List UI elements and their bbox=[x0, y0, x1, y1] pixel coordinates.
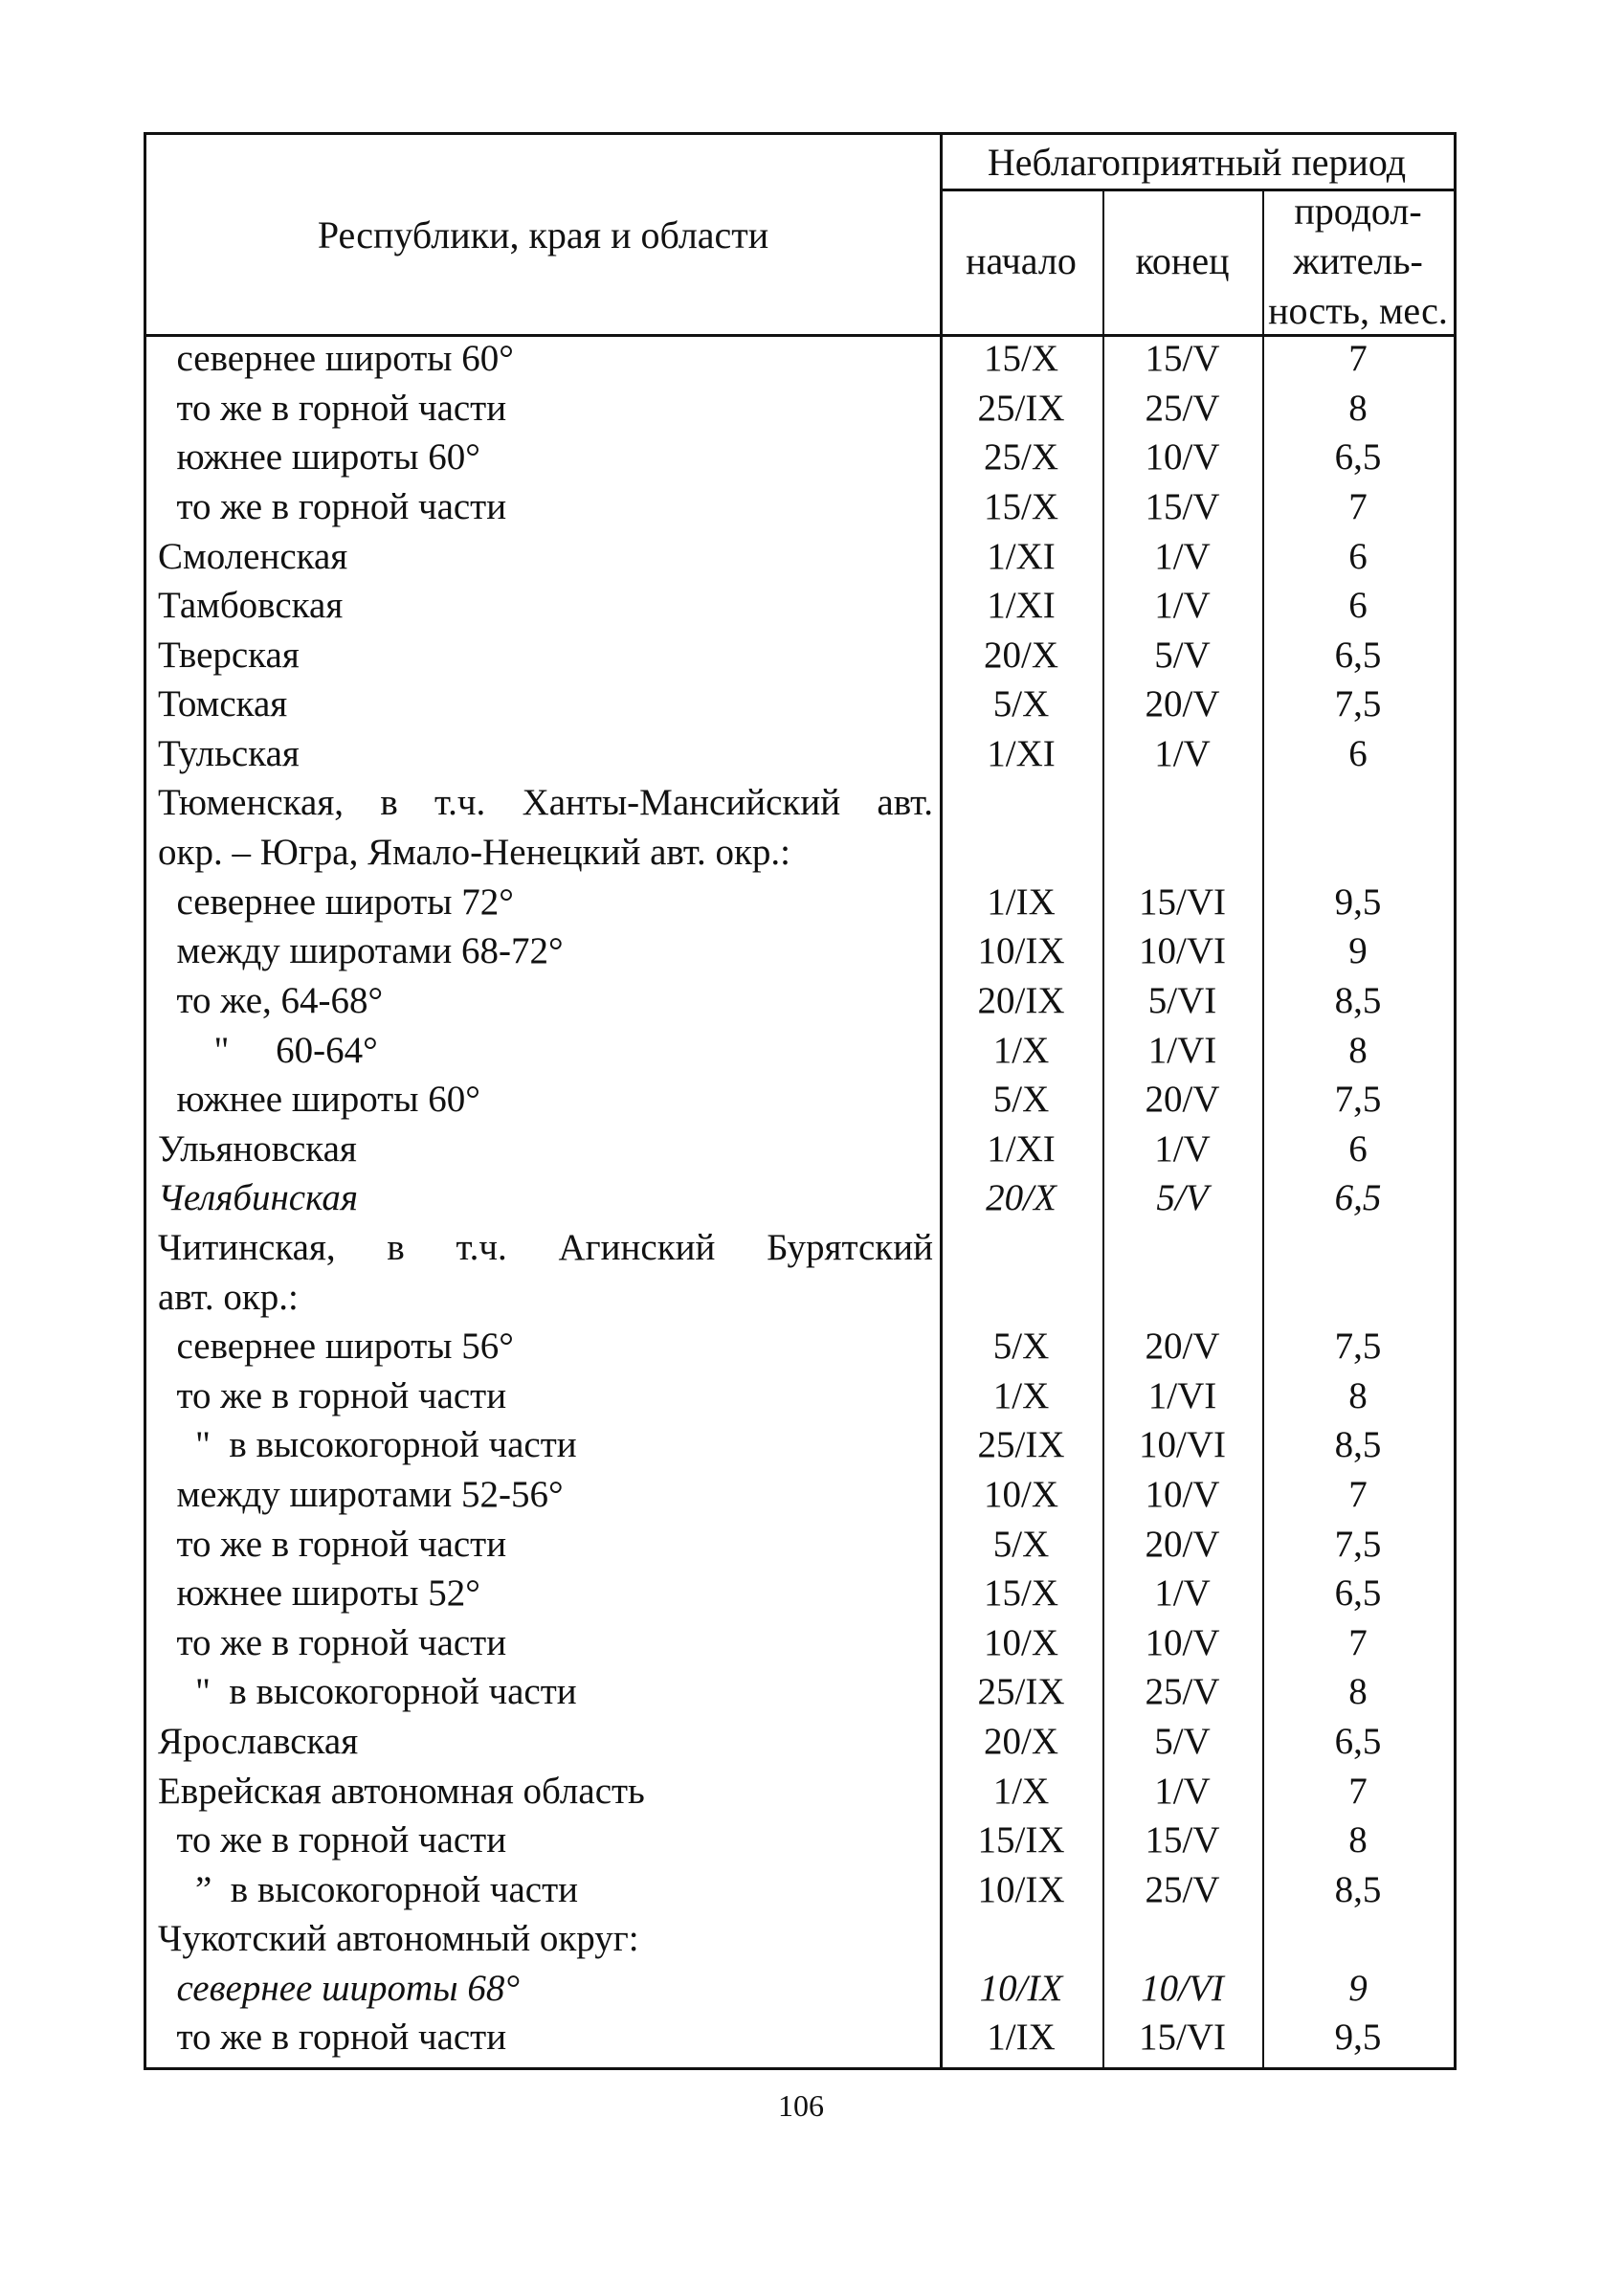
table-row bbox=[146, 778, 1454, 828]
end-date-cell: 15/V bbox=[1145, 338, 1220, 380]
column-divider bbox=[940, 135, 943, 334]
table-row bbox=[146, 1125, 1454, 1174]
duration-cell: 9,5 bbox=[1334, 881, 1382, 923]
end-date-cell: 20/V bbox=[1145, 1079, 1220, 1121]
start-date-cell: 1/XI bbox=[987, 585, 1056, 627]
table-row bbox=[146, 1470, 1454, 1520]
end-date-cell: 10/VI bbox=[1139, 1424, 1226, 1466]
duration-cell: 7,5 bbox=[1334, 1079, 1382, 1121]
end-date-cell: 15/VI bbox=[1139, 2017, 1226, 2059]
end-date-cell bbox=[1102, 1272, 1262, 1322]
duration-cell: 8,5 bbox=[1334, 1424, 1382, 1466]
duration-cell: 7 bbox=[1348, 1621, 1368, 1663]
region-name-cell: то же в горной части bbox=[158, 387, 507, 429]
start-date-cell bbox=[940, 828, 1102, 878]
duration-cell: 8 bbox=[1348, 1819, 1368, 1861]
duration-cell: 7,5 bbox=[1334, 1523, 1382, 1565]
duration-cell: 6,5 bbox=[1334, 1177, 1382, 1219]
page-number: 106 bbox=[778, 2088, 824, 2123]
end-date-cell: 20/V bbox=[1145, 1523, 1220, 1565]
table-row bbox=[146, 1371, 1454, 1420]
start-date-cell bbox=[940, 778, 1102, 828]
start-date-cell: 10/X bbox=[984, 1473, 1058, 1515]
duration-cell: 7 bbox=[1348, 338, 1368, 380]
end-date-cell: 1/V bbox=[1154, 1572, 1211, 1615]
table-row bbox=[146, 878, 1454, 927]
start-date-cell: 15/X bbox=[984, 486, 1058, 528]
start-date-cell: 1/XI bbox=[987, 535, 1056, 577]
table-row bbox=[146, 1864, 1454, 1914]
duration-cell bbox=[1262, 1914, 1454, 1964]
end-date-cell: 25/V bbox=[1145, 1671, 1220, 1713]
table-row bbox=[146, 1025, 1454, 1075]
climate-period-table bbox=[144, 132, 1457, 2070]
region-name-cell: " в высокогорной части bbox=[158, 1671, 577, 1713]
region-name-cell: Томская bbox=[158, 683, 288, 725]
end-date-cell bbox=[1102, 1223, 1262, 1273]
region-name-cell: то же, 64-68° bbox=[158, 980, 384, 1022]
start-date-cell: 5/X bbox=[992, 1523, 1050, 1565]
start-date-cell: 20/X bbox=[984, 634, 1058, 676]
end-date-cell: 20/V bbox=[1145, 683, 1220, 725]
table-row bbox=[146, 680, 1454, 729]
end-date-cell: 5/V bbox=[1154, 1720, 1211, 1762]
start-date-cell: 5/X bbox=[992, 1079, 1050, 1121]
start-date-cell: 10/X bbox=[984, 1621, 1058, 1663]
duration-cell: 6,5 bbox=[1334, 1720, 1382, 1762]
end-date-cell bbox=[1102, 1914, 1262, 1964]
table-row bbox=[146, 2013, 1454, 2062]
duration-cell: 6,5 bbox=[1334, 1572, 1382, 1615]
table-row bbox=[146, 1766, 1454, 1816]
region-name-cell: Смоленская bbox=[158, 535, 348, 577]
region-name-cell: севернее широты 56° bbox=[158, 1326, 514, 1368]
start-date-cell: 10/IX bbox=[979, 1967, 1063, 2009]
region-name-cell: Челябинская bbox=[158, 1177, 359, 1219]
duration-cell: 8,5 bbox=[1334, 1868, 1382, 1910]
duration-cell: 6 bbox=[1348, 1127, 1368, 1170]
duration-cell bbox=[1262, 1223, 1454, 1273]
region-name-cell: окр. – Югра, Ямало-Ненецкий авт. окр.: bbox=[158, 832, 790, 874]
end-date-cell: 15/V bbox=[1145, 486, 1220, 528]
duration-cell: 8,5 bbox=[1334, 980, 1382, 1022]
start-date-cell bbox=[940, 1223, 1102, 1273]
start-date-cell: 20/IX bbox=[977, 980, 1065, 1022]
duration-cell bbox=[1262, 828, 1454, 878]
region-name-cell: Тамбовская bbox=[158, 585, 344, 627]
duration-cell: 9 bbox=[1348, 1967, 1368, 2009]
table-row bbox=[146, 1173, 1454, 1223]
end-date-cell: 1/VI bbox=[1147, 1029, 1217, 1071]
duration-cell: 9,5 bbox=[1334, 2017, 1382, 2059]
table-row bbox=[146, 1272, 1454, 1322]
region-name-cell: Тверская bbox=[158, 634, 300, 676]
table-row bbox=[146, 976, 1454, 1026]
end-date-cell: 1/V bbox=[1154, 1770, 1211, 1812]
start-date-cell: 1/X bbox=[992, 1374, 1050, 1416]
end-date-cell: 10/VI bbox=[1141, 1967, 1224, 2009]
start-date-cell: 20/X bbox=[986, 1177, 1057, 1219]
duration-cell: 8 bbox=[1348, 1671, 1368, 1713]
region-name-cell: Ульяновская bbox=[158, 1127, 357, 1170]
region-name-cell: Еврейская автономная область bbox=[158, 1770, 645, 1812]
start-date-cell: 10/IX bbox=[977, 930, 1065, 972]
duration-cell: 8 bbox=[1348, 1374, 1368, 1416]
table-row bbox=[146, 482, 1454, 532]
end-date-cell: 10/VI bbox=[1139, 930, 1226, 972]
table-row bbox=[146, 334, 1454, 384]
header-unfavorable-period: Неблагоприятный период bbox=[940, 135, 1454, 191]
duration-cell: 6 bbox=[1348, 535, 1368, 577]
region-name-cell: то же в горной части bbox=[158, 2017, 507, 2059]
end-date-cell: 1/VI bbox=[1147, 1374, 1217, 1416]
region-name-cell: ” в высокогорной части bbox=[158, 1868, 579, 1910]
start-date-cell: 1/X bbox=[992, 1770, 1050, 1812]
end-date-cell: 10/V bbox=[1145, 1473, 1220, 1515]
start-date-cell: 5/X bbox=[992, 1326, 1050, 1368]
region-name-cell: Тульская bbox=[158, 733, 300, 775]
region-name-cell: южнее широты 60° bbox=[158, 436, 480, 479]
table-row bbox=[146, 581, 1454, 631]
region-name-cell: севернее широты 68° bbox=[158, 1967, 520, 2009]
region-name-cell: севернее широты 60° bbox=[158, 338, 514, 380]
region-name-cell: Чукотский автономный округ: bbox=[158, 1918, 639, 1960]
end-date-cell: 15/VI bbox=[1139, 881, 1226, 923]
start-date-cell: 15/X bbox=[984, 1572, 1058, 1615]
end-date-cell: 5/V bbox=[1154, 634, 1211, 676]
start-date-cell: 1/XI bbox=[987, 1127, 1056, 1170]
region-name-cell: южнее широты 60° bbox=[158, 1079, 480, 1121]
region-name-cell: " в высокогорной части bbox=[158, 1424, 577, 1466]
start-date-cell: 25/IX bbox=[977, 1671, 1065, 1713]
end-date-cell: 1/V bbox=[1154, 733, 1211, 775]
start-date-cell: 15/X bbox=[984, 338, 1058, 380]
end-date-cell: 25/V bbox=[1145, 387, 1220, 429]
start-date-cell: 25/X bbox=[984, 436, 1058, 479]
duration-cell: 9 bbox=[1348, 930, 1368, 972]
start-date-cell bbox=[940, 1272, 1102, 1322]
table-header bbox=[146, 135, 1454, 337]
duration-cell: 7 bbox=[1348, 1770, 1368, 1812]
end-date-cell bbox=[1102, 828, 1262, 878]
table-row bbox=[146, 631, 1454, 680]
end-date-cell: 10/V bbox=[1145, 1621, 1220, 1663]
table-row bbox=[146, 433, 1454, 482]
table-row bbox=[146, 1617, 1454, 1667]
region-name-cell: Ярославская bbox=[158, 1720, 359, 1762]
region-name-cell: то же в горной части bbox=[158, 1523, 507, 1565]
region-name-cell: между широтами 68-72° bbox=[158, 930, 564, 972]
region-name-cell: то же в горной части bbox=[158, 1819, 507, 1861]
region-name-cell: южнее широты 52° bbox=[158, 1572, 480, 1615]
end-date-cell: 5/V bbox=[1156, 1177, 1209, 1219]
duration-cell: 6 bbox=[1348, 733, 1368, 775]
duration-cell: 6,5 bbox=[1334, 634, 1382, 676]
table-row bbox=[146, 1964, 1454, 2014]
duration-cell: 8 bbox=[1348, 1029, 1368, 1071]
duration-cell: 6,5 bbox=[1334, 436, 1382, 479]
region-name-cell: то же в горной части bbox=[158, 1621, 507, 1663]
duration-cell: 7 bbox=[1348, 1473, 1368, 1515]
duration-cell bbox=[1262, 778, 1454, 828]
start-date-cell: 25/IX bbox=[977, 387, 1065, 429]
duration-cell: 6 bbox=[1348, 585, 1368, 627]
table-row bbox=[146, 1816, 1454, 1865]
table-body bbox=[146, 334, 1454, 2062]
table-row bbox=[146, 1519, 1454, 1569]
duration-cell: 7,5 bbox=[1334, 1326, 1382, 1368]
start-date-cell: 5/X bbox=[992, 683, 1050, 725]
table-row bbox=[146, 828, 1454, 878]
header-start: начало bbox=[966, 239, 1077, 282]
table-row bbox=[146, 1667, 1454, 1717]
duration-cell: 7 bbox=[1348, 486, 1368, 528]
table-row bbox=[146, 1223, 1454, 1273]
region-name-cell: Тюменская, в т.ч. Ханты-Мансийский авт. bbox=[158, 782, 933, 824]
end-date-cell: 25/V bbox=[1145, 1868, 1220, 1910]
start-date-cell: 1/XI bbox=[987, 733, 1056, 775]
start-date-cell: 1/X bbox=[992, 1029, 1050, 1071]
end-date-cell: 1/V bbox=[1154, 535, 1211, 577]
end-date-cell: 15/V bbox=[1145, 1819, 1220, 1861]
table-row bbox=[146, 926, 1454, 976]
column-divider bbox=[1262, 189, 1264, 334]
end-date-cell: 20/V bbox=[1145, 1326, 1220, 1368]
table-row bbox=[146, 1914, 1454, 1964]
start-date-cell: 20/X bbox=[984, 1720, 1058, 1762]
region-name-cell: то же в горной части bbox=[158, 486, 507, 528]
table-row bbox=[146, 531, 1454, 581]
table-row bbox=[146, 1717, 1454, 1767]
column-divider bbox=[1102, 189, 1104, 334]
duration-cell: 7,5 bbox=[1334, 683, 1382, 725]
table-row bbox=[146, 1420, 1454, 1470]
end-date-cell: 5/VI bbox=[1147, 980, 1217, 1022]
region-name-cell: то же в горной части bbox=[158, 1374, 507, 1416]
header-duration: продол- житель- ность, мес. bbox=[1268, 189, 1448, 332]
start-date-cell: 25/IX bbox=[977, 1424, 1065, 1466]
table-row bbox=[146, 1075, 1454, 1125]
start-date-cell: 15/IX bbox=[977, 1819, 1065, 1861]
table-row bbox=[146, 1569, 1454, 1618]
region-name-cell: " 60-64° bbox=[158, 1029, 378, 1071]
start-date-cell: 10/IX bbox=[977, 1868, 1065, 1910]
duration-cell bbox=[1262, 1272, 1454, 1322]
region-name-cell: между широтами 52-56° bbox=[158, 1473, 564, 1515]
end-date-cell: 1/V bbox=[1154, 1127, 1211, 1170]
region-name-cell: севернее широты 72° bbox=[158, 881, 514, 923]
header-regions: Республики, края и области bbox=[317, 212, 769, 256]
end-date-cell: 10/V bbox=[1145, 436, 1220, 479]
end-date-cell: 1/V bbox=[1154, 585, 1211, 627]
table-row bbox=[146, 729, 1454, 779]
start-date-cell bbox=[940, 1914, 1102, 1964]
start-date-cell: 1/IX bbox=[987, 2017, 1056, 2059]
header-end: конец bbox=[1135, 239, 1230, 282]
region-name-cell: Читинская, в т.ч. Агинский Бурятский bbox=[158, 1226, 933, 1268]
region-name-cell: авт. окр.: bbox=[158, 1276, 299, 1318]
table-row bbox=[146, 384, 1454, 434]
end-date-cell bbox=[1102, 778, 1262, 828]
start-date-cell: 1/IX bbox=[987, 881, 1056, 923]
table-row bbox=[146, 1322, 1454, 1371]
duration-cell: 8 bbox=[1348, 387, 1368, 429]
